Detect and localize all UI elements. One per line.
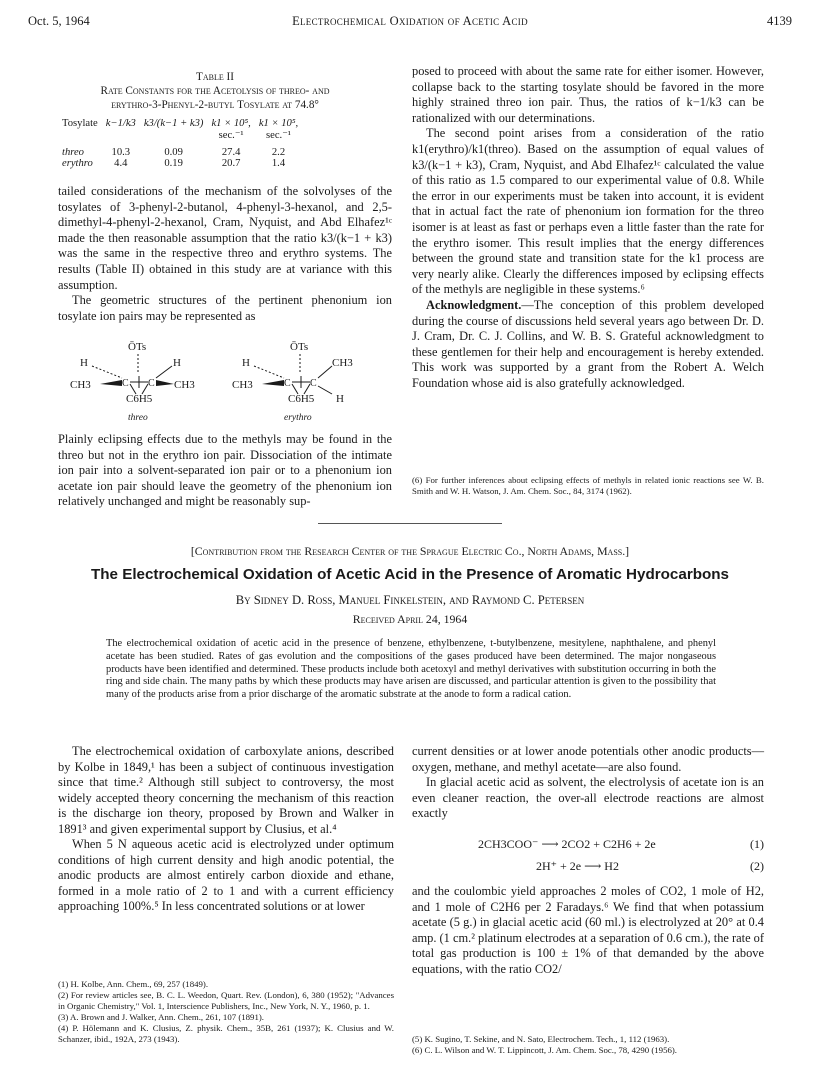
footnote: (3) A. Brown and J. Walker, Ann. Chem., 261, 107 (1891). — [58, 1012, 264, 1022]
table-cell: 10.3 — [111, 147, 131, 158]
table-unit-cell: sec.⁻¹ — [266, 130, 291, 141]
equation-1 — [478, 837, 764, 852]
table-cell: 1.4 — [271, 158, 286, 169]
header-running-title: Electrochemical Oxidation of Acetic Acid — [292, 14, 528, 28]
footnotes-right — [412, 1034, 764, 1056]
table-header-cell: k−1/k3 — [105, 118, 136, 129]
left-column-upper — [58, 184, 392, 324]
svg-text:C: C — [122, 378, 129, 389]
received-date: Received April 24, 1964 — [352, 612, 468, 626]
threo-ch3-right: CH3 — [174, 379, 195, 391]
paragraph: When 5 N aqueous acetic acid is electrolyzed under optimum conditions of high current density and high anodic potential, the anodic products are almost entirely carbon dioxide and ethane, formed in a mole ratio of 2 to 1 and with a current efficiency approaching 100%.⁵ In less concentrated solutions or at lower — [58, 837, 394, 913]
table-header-row — [58, 118, 302, 129]
contribution-line: [Contribution from the Research Center of the Sprague Electric Co., North Adams, Mass.] — [190, 544, 630, 558]
body-left-column — [58, 744, 394, 915]
table-unit-cell — [140, 129, 208, 141]
table-row — [58, 147, 302, 158]
paragraph: and the coulombic yield approaches 2 moles of CO2, 1 mole of H2, and 1 mole of C2H6 per 2 Faradays.⁶ We find that when potassium acetate (5 g.) in glacial acetic acid (60 ml.) is electrolyzed at 20° at 0.4 amp. (1 cm.² platinum electrodes at a separation of 0.6 cm.), the rate of total gas production is 100 ± 1% of that demanded by the above equations, with the ratio CO2/ — [412, 884, 764, 976]
abstract: The electrochemical oxidation of acetic acid in the presence of benzene, ethylbenzene, t-butylbenzene, mesitylene, naphthalene, and phenyl acetate has been studied. Rates of gas evolution and the compositions of the gases produced have been determined. The major nongaseous products have been identified and determined. These products include both acetoxyl and methyl derivatives with substitution occurring in both the ring and side chain. The many paths by which these products may have arisen are discussed, and particular attention is given to the possibility that many of the products arise from a prior discharge of the aromatic substrate at the anode to form a radical cation. — [106, 638, 716, 701]
erythro-h-right: H — [336, 393, 344, 405]
table-caption-line-1: Rate Constants for the Acetolysis of threo- and — [100, 85, 330, 97]
svg-text:C: C — [148, 378, 155, 389]
erythro-phenyl: C6H5 — [288, 393, 315, 405]
table-cell: 0.19 — [164, 158, 183, 169]
erythro-ch3-top: CH3 — [332, 357, 353, 369]
equation-2-body: 2H⁺ + 2e ⟶ H2 — [536, 859, 619, 873]
body-right-continued — [412, 884, 764, 977]
svg-text:C: C — [284, 378, 291, 389]
threo-h-left: H — [80, 357, 88, 369]
threo-label: threo — [128, 413, 148, 423]
acknowledgment — [412, 298, 764, 392]
equation-2-number: (2) — [750, 859, 764, 873]
erythro-label: erythro — [284, 413, 312, 423]
paragraph: In glacial acetic acid as solvent, the electrolysis of acetate ion is an even cleaner reaction, the over-all electrode reactions are almost exactly — [412, 775, 764, 820]
footnote: (1) H. Kolbe, Ann. Chem., 69, 257 (1849). — [58, 979, 209, 989]
table-cell: 27.4 — [221, 147, 241, 158]
equation-1-body: 2CH3COO⁻ ⟶ 2CO2 + C2H6 + 2e — [478, 837, 656, 851]
erythro-ots-label: ŌTs — [290, 341, 309, 353]
table-units-row — [58, 129, 302, 141]
table-label: Table II — [196, 71, 234, 83]
rate-table — [58, 116, 302, 169]
paragraph: Plainly eclipsing effects due to the methyls may be found in the threo but not in the erythro ion pair. Dissociation of the intimate ion pair into a solvent-separated ion pair or to a phenonium ion acetate ion pair should leave the geometry of the phenonium ion relatively unchanged and might be reasonably sup- — [58, 432, 392, 509]
right-column-upper — [412, 64, 764, 391]
threo-phenyl: C6H5 — [126, 393, 153, 405]
paragraph: The geometric structures of the pertinent phenonium ion tosylate ion pairs may be represented as — [58, 293, 392, 323]
table-2 — [60, 70, 370, 112]
article-title: The Electrochemical Oxidation of Acetic Acid in the Presence of Aromatic Hydrocarbons — [90, 566, 730, 583]
footnote: (6) C. L. Wilson and W. T. Lippincott, J. Am. Chem. Soc., 78, 4290 (1956). — [412, 1045, 678, 1055]
svg-text:C: C — [310, 378, 317, 389]
running-header — [28, 14, 792, 32]
paragraph: current densities or at lower anode potentials other anodic products—oxygen, methane, and methyl acetate—are also found. — [412, 744, 764, 774]
ion-pair-structures — [70, 338, 390, 430]
table-cell: threo — [62, 147, 84, 158]
footnotes-left — [58, 979, 394, 1045]
paragraph: posed to proceed with about the same rate for either isomer. However, collapse back to the starting tosylate should be favored in the more highly strained threo ion pair. Thus, the ratios of k−1/k3 can be rationalized with our determinations. — [412, 64, 764, 125]
table-header-cell: Tosylate — [62, 118, 98, 129]
table-unit-cell: sec.⁻¹ — [218, 130, 244, 141]
threo-ots-label: ŌTs — [128, 341, 147, 353]
body-right-column — [412, 744, 764, 822]
table-header-cell: k1 × 10⁵, — [258, 118, 299, 129]
table-cell: 2.2 — [271, 147, 286, 158]
table-cell: erythro — [62, 158, 93, 169]
table-unit-cell — [58, 129, 102, 141]
footnote-6: (6) For further inferences about eclipsing effects of methyls in related ionic reactions see W. B. Smith and W. H. Watson, J. Am. Chem. Soc., 84, 3174 (1962). — [412, 475, 764, 496]
table-cell: 20.7 — [221, 158, 241, 169]
table-row — [58, 158, 302, 169]
table-header-cell: k3/(k−1 + k3) — [143, 118, 204, 129]
paragraph: The electrochemical oxidation of carboxylate anions, described by Kolbe in 1849,¹ has been a subject of continuous investigation since that time.² Although still subject to controversy, the most widely accepted theory concerning the mechanism of this reaction is the discharge ion theory, proposed by Brown and Walker in 1891³ and given experimental support by Clusius, et al.⁴ — [58, 744, 394, 836]
header-page-number: 4139 — [767, 14, 792, 28]
erythro-h-left: H — [242, 357, 250, 369]
header-date: Oct. 5, 1964 — [28, 14, 90, 28]
footnote: (4) P. Hölemann and K. Clusius, Z. physik. Chem., 35B, 261 (1937); K. Clusius and W. Schanzer, ibid., 192A, 273 (1943). — [58, 1023, 394, 1044]
table-unit-cell — [102, 129, 140, 141]
table-cell: 4.4 — [114, 158, 128, 169]
erythro-ch3-left: CH3 — [232, 379, 253, 391]
section-separator — [318, 523, 502, 524]
left-column-lower — [58, 432, 392, 510]
equation-1-number: (1) — [750, 837, 764, 851]
footnote: (5) K. Sugino, T. Sekine, and N. Sato, Electrochem. Tech., 1, 112 (1963). — [412, 1034, 670, 1044]
article-authors: By Sidney D. Ross, Manuel Finkelstein, and Raymond C. Petersen — [235, 593, 585, 607]
paragraph: tailed considerations of the mechanism of the solvolyses of the tosylates of 3-phenyl-2-butanol, 4-phenyl-3-hexanol, and 2,5-dimethyl-4-phenyl-2-hexanol, Cram, Nyquist, and Abd Elhafez¹ᶜ made the then reasonable assumption that the ratio k3/(k−1 + k3) was the same in the respective threo and erythro systems. The results (Table II) obtained in this study are at variance with this assumption. — [58, 184, 392, 292]
table-header-cell: k1 × 10⁵, — [211, 118, 251, 129]
equation-2 — [536, 859, 764, 874]
acknowledgment-text: —The conception of this problem developed during the course of discussions held several years ago between Dr. D. J. Cram, Dr. C. J. Collins, and W. B. S. Grateful acknowledgment to these gentlemen for their help and encouragement is hereby extended. This work was supported by a grant from the Robert A. Welch Foundation whose aid is also gratefully acknowledged. — [412, 297, 764, 390]
table-caption-line-2: erythro-3-Phenyl-2-butyl Tosylate at 74.8° — [111, 99, 319, 111]
paragraph: The second point arises from a consideration of the ratio k1(erythro)/k1(threo). Based on the assumption of equal values of k3/(k−1 + k3), Cram, Nyquist, and Abd Elhafez¹ᶜ calculated the value of this ratio as 1.5 compared to our experimental value of 0.8. While the error in our experiments must be taken into account, it is evident that in actual fact the rate of phenonium ion formation for the threo isomer is at least as fast or perhaps even a little faster than the rate for the erythro isomer. This result implies that the energy differences between the ground state and transition state for the k1 process are very nearly alike. Clearly the differences imposed by eclipsing effects of the methyls are negligible in these systems.⁶ — [412, 126, 764, 297]
threo-h-right: H — [173, 357, 181, 369]
threo-ch3-left: CH3 — [70, 379, 91, 391]
footnote: (2) For review articles see, B. C. L. Weedon, Quart. Rev. (London), 6, 380 (1952); "Advances in Organic Chemistry," Vol. 1, Interscience Publishers, Inc., New York, N. Y., 1960, p. 1. — [58, 990, 394, 1011]
acknowledgment-heading: Acknowledgment. — [426, 297, 522, 312]
table-cell: 0.09 — [164, 147, 183, 158]
